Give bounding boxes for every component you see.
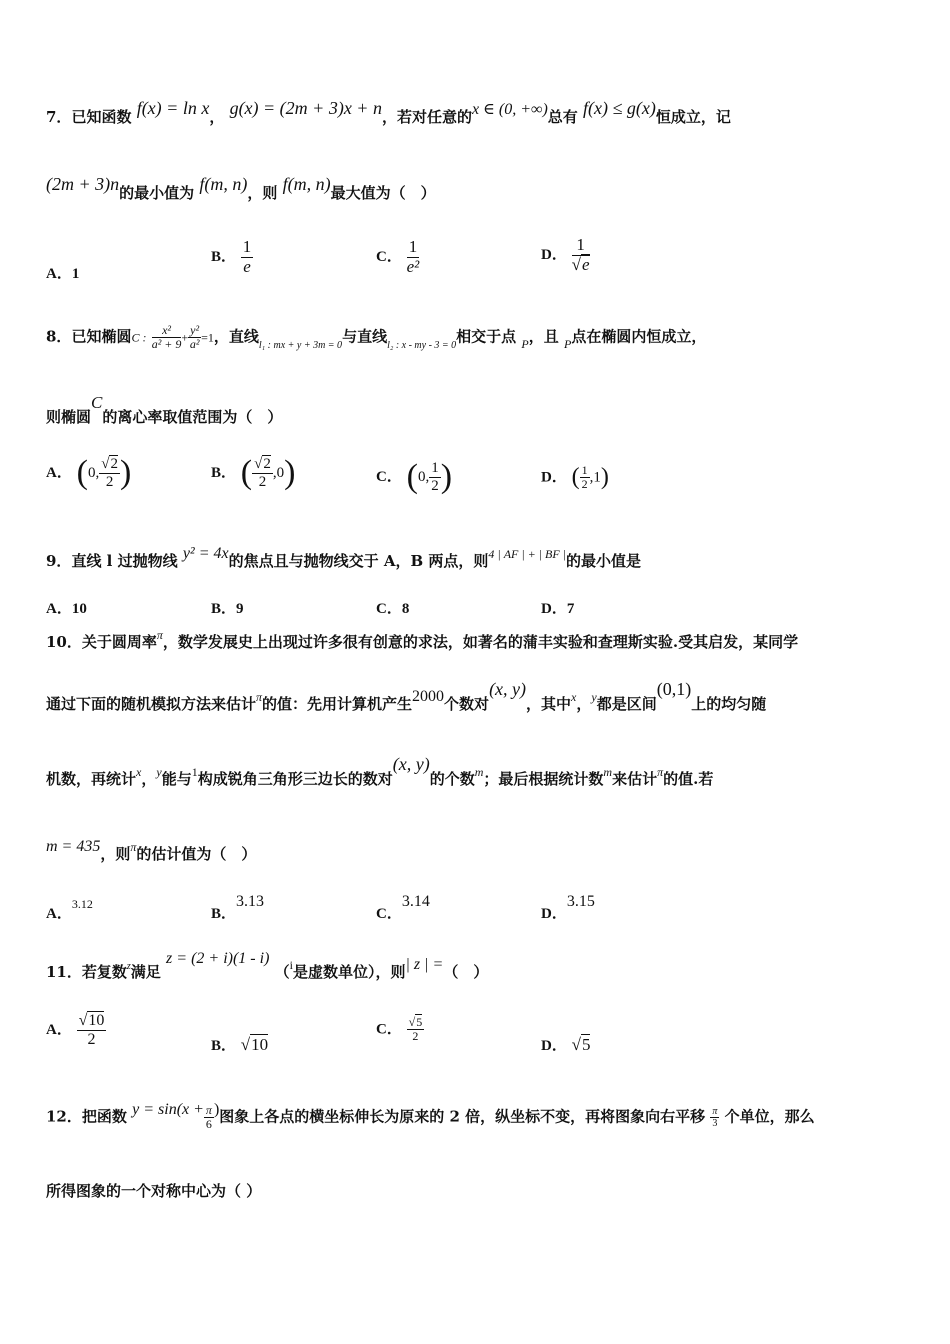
numerator: 1 [581,463,588,477]
fraction [241,238,254,276]
text: （ [274,963,290,981]
q10-option-d[interactable] [541,893,595,923]
text: ， [209,108,225,126]
text: 是虚数单位），则 [293,963,406,981]
fraction [152,324,182,351]
math: =1 [201,330,214,345]
option-value: 10 [71,601,87,617]
denominator: 2 [87,1030,96,1048]
text: ，则 [100,845,131,863]
numerator: 1 [431,460,439,476]
q7-line1 [46,98,731,127]
math-m-eq: m = 435 [46,838,101,855]
math-abs: | z | = [405,956,444,973]
option-label: C． [376,469,402,485]
radicand: 2 [263,456,271,472]
text: 满足 [130,963,161,981]
fraction [407,1016,425,1043]
radicand: e [581,254,590,274]
paren-close: ) [119,454,132,491]
paren-close: ) [284,454,296,491]
text: 构成锐角三角形三边长的数对 [197,770,393,788]
fraction [252,456,273,490]
q11-option-b[interactable] [211,1034,268,1055]
math: y [591,690,597,704]
math: 0, [87,465,100,481]
fraction [429,460,441,494]
paren-close: ) [600,464,609,491]
q10-option-b[interactable] [211,893,265,923]
q7-option-d[interactable] [541,236,590,274]
text: 的个数 [429,770,475,788]
option-label: A． [46,1022,72,1039]
paren-open: ( [240,454,253,491]
math-f-def: f(x) = ln x [136,98,210,118]
text: ，则 [247,184,278,202]
numerator: √5 [408,1015,423,1029]
option-label: D． [541,601,567,617]
numerator: 1 [576,235,585,254]
question-number: 10． [46,633,82,651]
fraction [99,456,120,490]
option-value: 8 [401,601,410,617]
fraction [407,238,420,276]
q12-line1 [46,1100,815,1132]
q9-option-b[interactable] [211,597,244,618]
numerator: π [205,1103,212,1117]
text: 上的均匀随 [691,695,767,713]
text: 的离心率取值范围为（ ） [102,408,283,426]
text: ，直线 [213,327,259,346]
math: ) [213,1100,220,1118]
denominator: 2 [412,1029,419,1044]
denominator: 2 [431,477,439,494]
math: C : [131,330,147,345]
text: 相交于点 [456,327,517,346]
question-number: 7． [46,108,72,126]
fraction [710,1106,719,1129]
text: 个数对 [444,695,490,713]
option-value: 3.15 [566,893,595,910]
text: 通过下面的随机模拟方法来估计 [46,695,257,713]
q11-option-c[interactable] [376,1016,424,1043]
text: 与直线 [342,327,388,346]
text: 的最小值为 [119,184,195,202]
fraction [77,1012,107,1048]
text: 的估计值为（ ） [136,845,257,863]
text: 的最小值是 [566,552,642,570]
text: 直线 l 过抛物线 [71,552,178,570]
option-label: A． [46,465,72,481]
text: 机数，再统计 [46,770,137,788]
text: 已知函数 [71,108,132,126]
text: ，其中 [526,695,572,713]
math-domain: x ∈ (0, +∞) [471,101,548,118]
math: π [156,628,163,642]
math: ,1 [589,469,601,486]
q11-option-a[interactable] [46,1012,106,1048]
option-label: B． [211,906,237,922]
denominator: 3 [712,1118,718,1130]
math: π [130,840,137,854]
text: 的值.若 [663,770,714,788]
option-label: C． [376,1021,402,1038]
numerator: √2 [254,456,271,472]
fraction [580,464,590,491]
text: 若复数 [81,963,127,981]
math-fmn: f(m, n) [282,174,331,194]
math: P [564,336,572,351]
math: z [126,961,131,972]
option-label: A． [46,601,72,617]
text: ，数学发展史上出现过许多很有创意的求法，如著名的蒲丰实验和查理斯实验.受其启发，某同学 [162,633,799,651]
option-value: 3.14 [401,893,430,910]
math-inequality: f(x) ≤ g(x) [583,98,656,118]
text: 图象上各点的横坐标伸长为原来的 2 倍，纵坐标不变，再将图象向右平移 [219,1107,706,1126]
denominator: 2 [105,473,114,490]
q7-option-a[interactable] [46,262,79,283]
math: m [474,765,484,779]
radicand: 2 [110,456,118,472]
math: π [657,765,664,779]
text: ，若对任意的 [381,108,472,126]
math-fmn: f(m, n) [199,174,248,194]
option-value: 3.12 [71,897,93,911]
math: x [571,690,577,704]
math-line-l1: l₁ : mx + y + 3m = 0 [258,339,343,351]
q8-line2 [46,393,283,427]
math-pair: (x, y) [392,754,430,774]
option-value: 3.13 [236,893,265,910]
option-label: C． [376,249,402,266]
option-label: D． [541,247,567,264]
paren-open: ( [76,454,88,491]
fraction [572,236,590,274]
math-parabola: y² = 4x [182,545,229,562]
math-expr: (2m + 3)n [46,174,120,194]
math: m [603,765,613,779]
question-number: 12． [46,1107,82,1126]
radicand: 10 [88,1012,105,1029]
text: ， [576,695,592,713]
option-value: 9 [236,601,244,617]
numerator: 1 [242,237,252,256]
math: i [289,958,293,972]
math: P [521,336,529,351]
option-value: 7 [566,601,575,617]
option-label: D． [541,1038,567,1054]
text: 的焦点且与抛物线交于 A，B 两点，则 [228,552,489,570]
denominator: √e [571,254,590,274]
q11-line1 [46,950,489,982]
denominator: 6 [205,1117,212,1132]
radicand: 10 [251,1035,269,1054]
math-eq: z = (2 + i)(1 - i) [166,950,270,967]
denominator: a² [189,337,200,352]
numerator: √2 [101,456,118,472]
q8-option-a[interactable] [46,454,131,492]
fraction [188,324,201,351]
q8-option-b[interactable] [211,454,295,492]
text: 已知椭圆 [71,327,132,346]
q12-line2 [46,1180,261,1201]
numerator: x² [152,324,182,338]
math: 1 [191,765,198,779]
paren-close: ) [440,458,453,495]
numerator: π [712,1106,718,1118]
math: y [156,765,162,779]
option-value: 1 [71,266,80,282]
question-number: 11． [46,963,82,981]
denominator: 2 [258,473,267,490]
q8-line1 [46,324,706,351]
radicand: 5 [581,1035,591,1054]
q7-option-b[interactable] [211,238,253,276]
q9-line1 [46,545,642,571]
q9-option-c[interactable] [376,597,409,618]
denominator: e² [406,256,420,276]
q10-line3 [46,754,714,789]
option-label: B． [211,601,237,617]
sqrt-value: √5 [571,1035,591,1054]
denominator: 2 [581,477,588,492]
q10-line2 [46,679,767,714]
option-label: D． [541,469,567,486]
math-expr: 4 | AF | + | BF | [488,547,567,561]
option-label: C． [376,906,402,922]
denominator: a² + 9 [151,337,182,352]
numerator: √10 [78,1012,105,1029]
fraction [204,1104,214,1131]
text: 把函数 [81,1107,127,1126]
denominator: e [241,257,254,277]
text: 恒成立，记 [655,108,731,126]
text: ，且 [528,327,559,346]
text: 关于圆周率 [81,633,157,651]
q10-option-a[interactable] [46,897,93,923]
q8-option-c[interactable] [376,458,452,496]
math: y = sin(x + [132,1100,204,1118]
text: ；最后根据统计数 [483,770,604,788]
numerator: 1 [408,237,418,256]
sqrt-value: √10 [240,1035,269,1054]
option-label: C． [376,601,402,617]
math: π [256,690,263,704]
text: 能与 [161,770,192,788]
question-number: 9． [46,552,72,570]
q7-line2 [46,174,436,203]
option-label: A． [46,266,72,282]
option-label: D． [541,906,567,922]
radicand: 5 [416,1015,423,1029]
option-label: B． [211,1038,237,1054]
option-label: B． [211,465,237,481]
paren-open: ( [571,464,580,491]
math-g-def: g(x) = (2m + 3)x + n [229,98,382,118]
text: 个单位，那么 [724,1107,815,1126]
math-line-l2: l₂ : x - my - 3 = 0 [387,339,457,351]
text: ， [141,770,157,788]
math: 0, [417,469,430,485]
q10-line4 [46,838,257,864]
q8-option-d[interactable] [541,464,609,491]
text: 点在椭圆内恒成立， [571,327,707,346]
math: ,0 [272,465,285,481]
paren-open: ( [406,458,418,495]
math: + [181,330,189,345]
question-number: 8． [46,327,72,346]
math-pair: (x, y) [489,679,527,699]
option-label: A． [46,906,72,922]
text: 总有 [547,108,578,126]
math: C [91,393,103,412]
text: 则椭圆 [46,408,92,426]
q9-option-d[interactable] [541,597,574,618]
math: 2000 [412,688,445,705]
text: 的值：先用计算机产生 [262,695,413,713]
math-interval: (0,1) [656,679,692,699]
q10-line1 [46,628,799,652]
q11-option-d[interactable] [541,1034,590,1055]
text: 最大值为（ ） [330,184,436,202]
q7-option-c[interactable] [376,238,419,276]
text: （ ） [443,963,489,981]
text: 都是区间 [596,695,657,713]
option-label: B． [211,249,237,266]
numerator: y² [190,323,200,337]
math: x [136,765,142,779]
text: 来估计 [612,770,658,788]
q9-option-a[interactable] [46,597,87,618]
q10-option-c[interactable] [376,893,430,923]
text: 所得图象的一个对称中心为（ ） [46,1182,262,1200]
